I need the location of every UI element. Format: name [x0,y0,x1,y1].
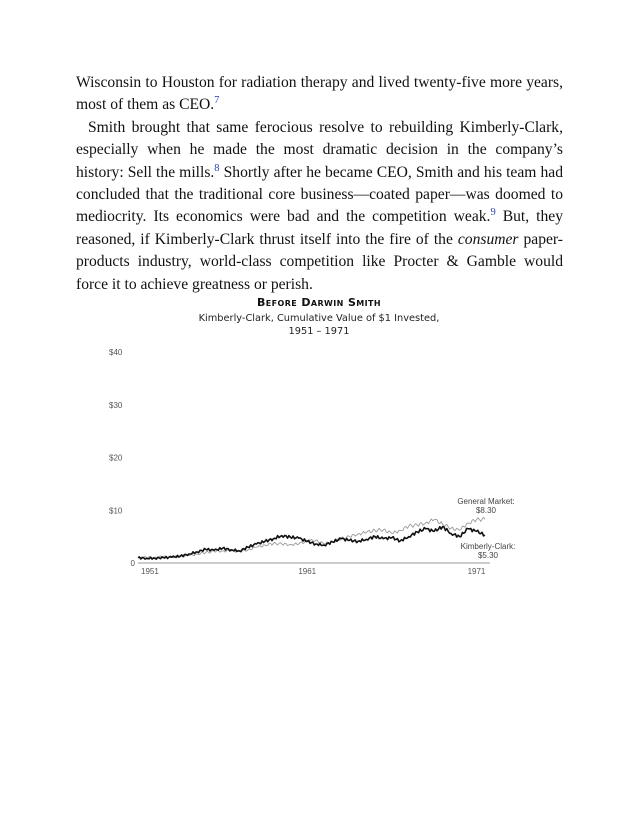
paragraph-2-text-a: Smith brought that same ferocious resolve to rebuilding Kimberly-Clark, especially when he made the most dramatic decision in the company’s history: Sell the mills. [76,118,563,181]
y-tick-label: $30 [109,400,123,410]
y-tick-label: $10 [109,506,123,516]
paragraph-1-text: Wisconsin to Houston for radiation therapy and lived twenty-five more years, most of them as CEO. [76,74,563,114]
kimberly-clark-label: Kimberly-Clark: [460,542,516,551]
series-layer [138,517,485,559]
y-tick-label: $20 [109,453,123,463]
paragraph-2-text-c: But, they reasoned, if Kimberly-Clark thrust itself into the fire of the [76,208,563,248]
y-tick-label: 0 [130,559,135,568]
x-axis [141,567,486,576]
emphasis-consumer: consumer [457,230,519,248]
chart-subtitle-line-1: Kimberly-Clark, Cumulative Value of $1 Invested, [198,313,440,324]
kimberly-clark-series-line [138,527,485,560]
x-tick-label: 1951 [141,567,159,576]
general-market-label: General Market: [457,497,515,506]
x-tick-label: 1961 [298,567,317,576]
kimberly-clark-end-value: $5.30 [477,551,499,560]
x-tick-label: 1971 [467,567,486,576]
general-market-end-value: $8.30 [475,506,497,515]
general-market-series-line [138,517,485,558]
footnote-ref-8[interactable]: 8 [214,162,220,174]
chart-title: Before Darwin Smith [257,296,381,309]
paragraph-2-text-d: paper-products industry, world-class competition like Procter & Gamble would force it to achieve greatness or perish. [76,230,563,293]
footnote-ref-9[interactable]: 9 [490,207,496,219]
y-tick-label: $40 [109,348,123,357]
y-axis [109,348,136,568]
chart-subtitle-line-2: 1951 – 1971 [288,326,350,337]
paragraph-2-text-b: Shortly after he became CEO, Smith and his team had concluded that the traditional core business—coated paper—was doomed to mediocrity. Its economics were bad and the competition weak. [76,163,563,226]
footnote-ref-7[interactable]: 7 [214,95,220,107]
